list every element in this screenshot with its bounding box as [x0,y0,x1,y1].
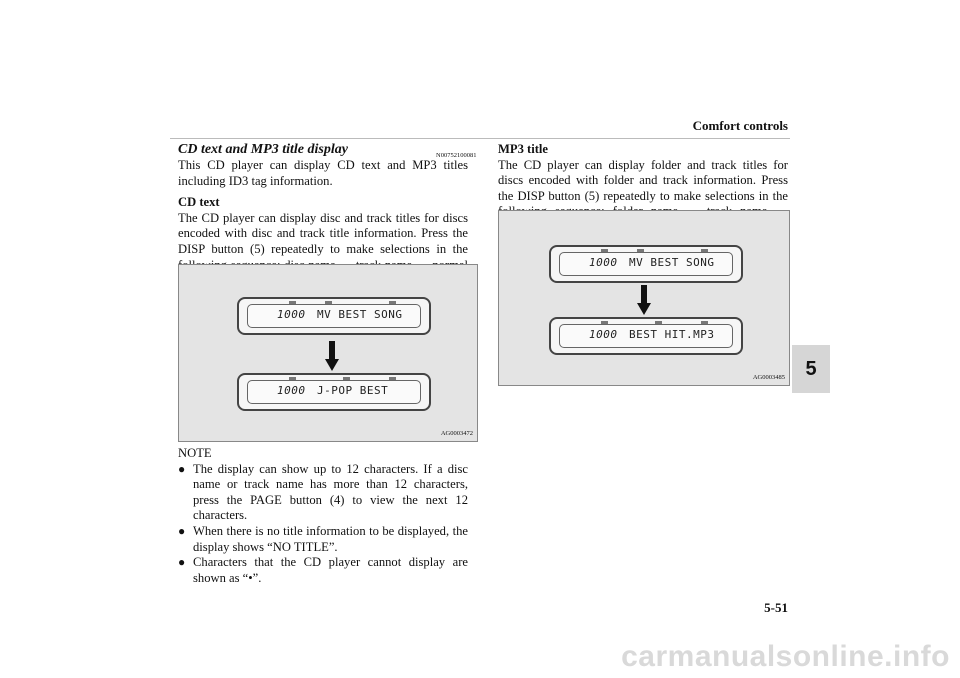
mp3-title-heading: MP3 title [498,142,548,156]
watermark-bar [0,628,960,678]
note-item: ● When there is no title information to be displayed, the display shows “NO TITLE”. [178,523,468,554]
cd-text-paragraph: The CD player can display disc and track titles for discs encoded with disc and track title information. Press the DISP button (5) repeatedly to make selections in the [178,210,468,256]
lcd-title: MV BEST SONG [629,256,715,269]
intro-paragraph: This CD player can display CD text and MP3 titles including ID3 tag information. [178,158,468,188]
note-item: ● Characters that the CD player cannot display are shown as “•”. [178,555,468,585]
chapter-tab: 5 [792,345,830,393]
note-block [178,446,468,586]
note-list [178,462,468,587]
lcd-title: MV BEST SONG [317,308,403,321]
cd-text-figure [178,264,478,442]
lcd-display-disc-name [237,297,431,335]
lcd-display-folder-name [549,245,743,283]
bullet-icon: ● [178,461,186,476]
lcd-counter: 1000 [277,384,306,397]
lcd-title: J-POP BEST [317,384,389,397]
lcd-display-track-name [237,373,431,411]
header-rule [170,138,790,139]
cd-text-heading: CD text [178,195,220,210]
lcd-title: BEST HIT.MP3 [629,328,715,341]
page-number: 5-51 [764,600,788,615]
bullet-icon: ● [178,555,186,570]
figure-code: AG0003472 [440,430,473,437]
lcd-counter: 1000 [589,328,618,341]
down-arrow-icon [637,285,651,315]
note-heading: NOTE [178,446,212,460]
note-item: ● The display can show up to 12 characters. If a disc name or track name has more than 12 characters, press the PAGE button (4) to view the next 12 characters. [178,461,468,523]
bullet-icon: ● [178,523,186,538]
lcd-display-track-name [549,317,743,355]
chapter-header: Comfort controls [692,118,788,133]
down-arrow-icon [325,341,339,371]
watermark-text: carmanualsonline.info [621,640,950,673]
figure-code: AG0003485 [752,374,785,381]
lcd-counter: 1000 [277,308,306,321]
mp3-title-paragraph: The CD player can display folder and track titles for discs encoded with folder and track information. Press the DISP button (5) repeatedly to make selections in the [498,157,788,203]
lcd-counter: 1000 [589,256,618,269]
section-code: N00752100081 [436,152,477,159]
mp3-title-figure [498,210,790,386]
section-title: CD text and MP3 title display [178,142,348,157]
